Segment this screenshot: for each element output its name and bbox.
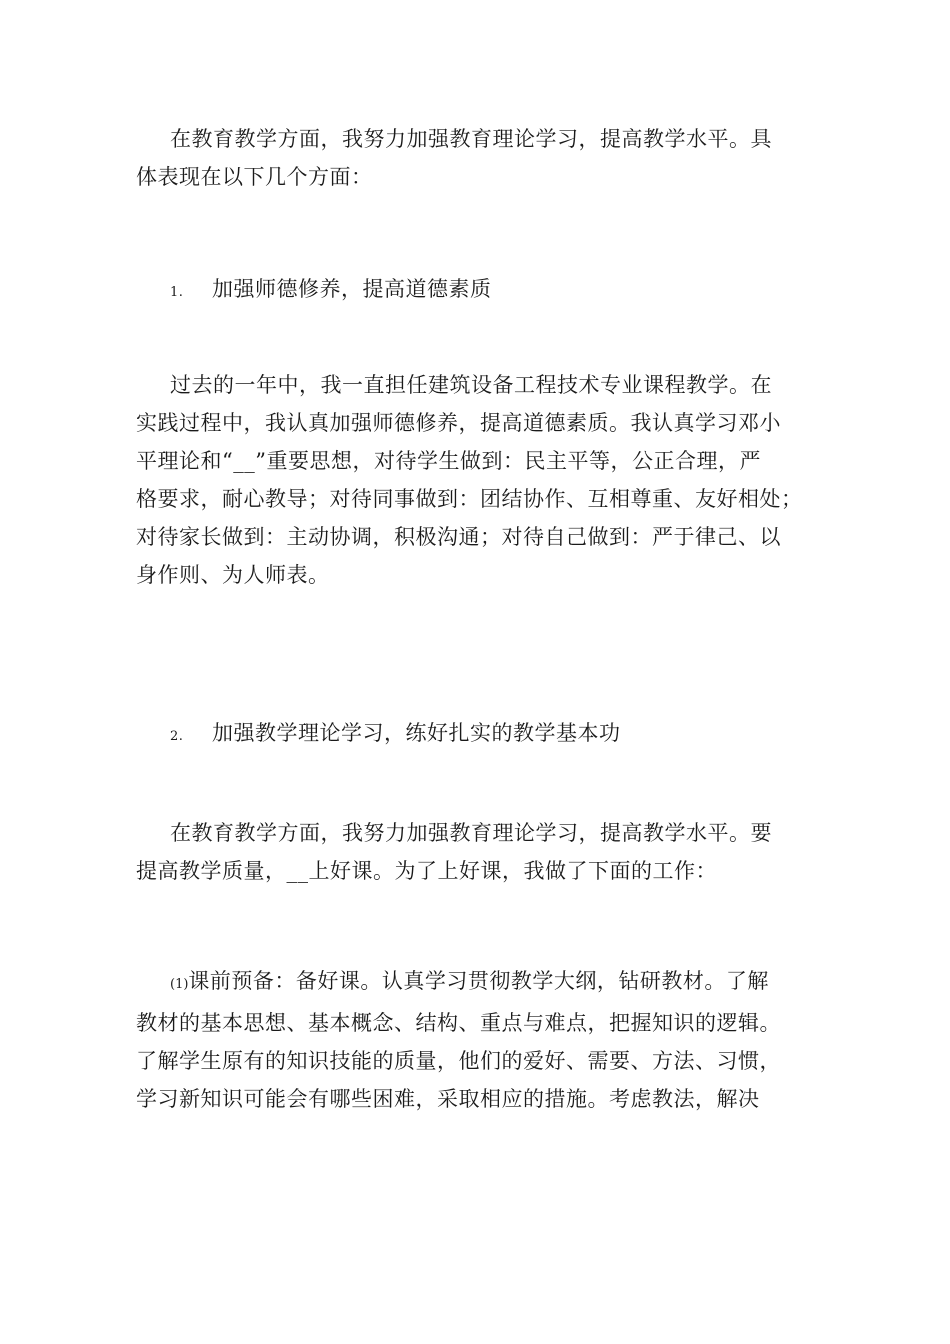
text-line: 教材的基本思想、基本概念、结构、重点与难点，把握知识的逻辑。 <box>136 1011 781 1035</box>
text-line: 实践过程中，我认真加强师德修养，提高道德素质。我认真学习邓小 <box>136 411 781 435</box>
text-line: 在教育教学方面，我努力加强教育理论学习，提高教学水平。具 <box>170 127 772 151</box>
section-number: 1. <box>170 285 184 300</box>
text-line: 对待家长做到：主动协调，积极沟通；对待自己做到：严于律己、以 <box>136 525 781 549</box>
section-heading-2 <box>170 714 621 756</box>
text-line: 在教育教学方面，我努力加强教育理论学习，提高教学水平。要 <box>170 821 772 845</box>
list-marker: (1) <box>170 977 189 992</box>
text-line: 格要求，耐心教导；对待同事做到：团结协作、互相尊重、友好相处； <box>136 487 803 511</box>
text-line: 体表现在以下几个方面： <box>136 165 373 189</box>
body-paragraph-2 <box>136 814 816 890</box>
body-paragraph-1 <box>136 366 816 594</box>
intro-paragraph <box>136 120 816 196</box>
text-line <box>136 962 816 1004</box>
body-paragraph-3 <box>136 962 816 1118</box>
text-run: 课前预备：备好课。认真学习贯彻教学大纲，钻研教材。了解 <box>188 969 769 993</box>
text-line: 提高教学质量，__上好课。为了上好课，我做了下面的工作： <box>136 859 717 883</box>
section-heading-1 <box>170 270 492 312</box>
text-line: 平理论和“__”重要思想，对待学生做到：民主平等，公正合理，严 <box>136 449 761 473</box>
section-title: 加强师德修养，提高道德素质 <box>212 277 492 301</box>
text-line: 过去的一年中，我一直担任建筑设备工程技术专业课程教学。在 <box>170 373 772 397</box>
section-number: 2. <box>170 729 184 744</box>
text-line: 了解学生原有的知识技能的质量，他们的爱好、需要、方法、习惯， <box>136 1049 781 1073</box>
text-line: 学习新知识可能会有哪些困难，采取相应的措施。考虑教法，解决 <box>136 1087 760 1111</box>
section-title: 加强教学理论学习，练好扎实的教学基本功 <box>212 721 621 745</box>
text-line: 身作则、为人师表。 <box>136 563 330 587</box>
